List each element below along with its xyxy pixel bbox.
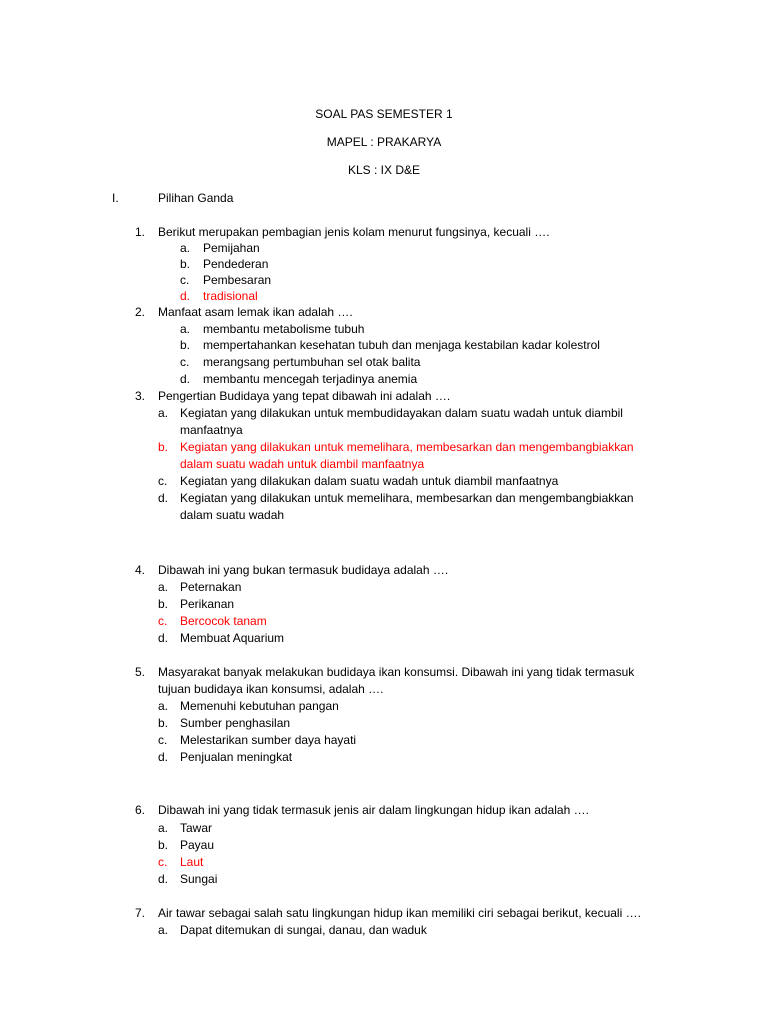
answer-option-text: Bercocok tanam	[180, 614, 267, 628]
option-letter: d.	[158, 491, 169, 505]
option-text: Memenuhi kebutuhan pangan	[180, 699, 339, 713]
option-letter: a.	[158, 699, 169, 713]
question-number: 4.	[135, 563, 146, 577]
option-letter: b.	[158, 838, 169, 852]
option-text: mempertahankan kesehatan tubuh dan menjaga kestabilan kadar kolestrol	[203, 338, 600, 352]
question-number: 6.	[135, 803, 146, 817]
option-letter: d.	[158, 631, 169, 645]
question-number: 2.	[135, 305, 146, 319]
answer-option-letter: c.	[158, 855, 168, 869]
option-text-line-1: Kegiatan yang dilakukan untuk memelihara, membesarkan dan mengembangbiakkan	[180, 491, 634, 505]
option-letter: d.	[180, 372, 191, 386]
document-title: SOAL PAS SEMESTER 1	[315, 107, 453, 121]
option-text: Pendederan	[203, 257, 269, 271]
option-letter: a.	[158, 406, 169, 420]
option-letter: a.	[158, 580, 169, 594]
question-text: Berikut merupakan pembagian jenis kolam menurut fungsinya, kecuali ….	[158, 225, 550, 239]
option-text: Payau	[180, 838, 215, 852]
option-text: Pembesaran	[203, 273, 272, 287]
option-text: membantu metabolisme tubuh	[203, 322, 365, 336]
question-text: Manfaat asam lemak ikan adalah ….	[158, 305, 353, 319]
option-letter: a.	[158, 923, 169, 937]
option-letter: c.	[180, 273, 190, 287]
option-letter: c.	[158, 474, 168, 488]
option-letter: d.	[158, 750, 169, 764]
answer-option-letter: d.	[180, 289, 191, 303]
option-letter: b.	[158, 597, 169, 611]
option-letter: a.	[180, 241, 191, 255]
answer-option-text-line-1: Kegiatan yang dilakukan untuk memelihara, membesarkan dan mengembangbiakkan	[180, 440, 634, 454]
question-number: 3.	[135, 389, 146, 403]
section-number: I.	[112, 191, 119, 205]
option-text: Perikanan	[180, 597, 235, 611]
option-text: Tawar	[180, 821, 213, 835]
option-letter: a.	[158, 821, 169, 835]
option-text: Dapat ditemukan di sungai, danau, dan waduk	[180, 923, 427, 937]
option-text: Pemijahan	[203, 241, 260, 255]
option-text-line-2: manfaatnya	[180, 423, 243, 437]
answer-option-letter: c.	[158, 614, 168, 628]
option-text: Melestarikan sumber daya hayati	[180, 733, 357, 747]
option-letter: c.	[158, 733, 168, 747]
answer-option-text-line-2: dalam suatu wadah untuk diambil manfaatnya	[180, 457, 425, 471]
question-text-line-2: tujuan budidaya ikan konsumsi, adalah ….	[158, 682, 384, 696]
option-letter: d.	[158, 872, 169, 886]
answer-option-text: Laut	[180, 855, 204, 869]
question-text: Dibawah ini yang tidak termasuk jenis air dalam lingkungan hidup ikan adalah ….	[158, 803, 589, 817]
section-title: Pilihan Ganda	[158, 191, 234, 205]
answer-option-letter: b.	[158, 440, 169, 454]
option-text-line-2: dalam suatu wadah	[180, 508, 285, 522]
option-text: Penjualan meningkat	[180, 750, 293, 764]
option-letter: a.	[180, 322, 191, 336]
question-text-line-1: Masyarakat banyak melakukan budidaya ikan konsumsi. Dibawah ini yang tidak termasuk	[158, 665, 635, 679]
option-text: Sungai	[180, 872, 218, 886]
option-text: Sumber penghasilan	[180, 716, 291, 730]
option-letter: b.	[158, 716, 169, 730]
option-text: merangsang pertumbuhan sel otak balita	[203, 355, 421, 369]
option-text-line-1: Kegiatan yang dilakukan untuk membudidayakan dalam suatu wadah untuk diambil	[180, 406, 623, 420]
question-number: 1.	[135, 225, 146, 239]
option-text: membantu mencegah terjadinya anemia	[203, 372, 418, 386]
option-letter: c.	[180, 355, 190, 369]
option-text: Kegiatan yang dilakukan dalam suatu wadah untuk diambil manfaatnya	[180, 474, 559, 488]
answer-option-text: tradisional	[203, 289, 258, 303]
question-text: Dibawah ini yang bukan termasuk budidaya adalah ….	[158, 563, 449, 577]
option-letter: b.	[180, 338, 191, 352]
option-letter: b.	[180, 257, 191, 271]
subject-line: MAPEL : PRAKARYA	[326, 135, 442, 149]
question-number: 7.	[135, 906, 146, 920]
class-line: KLS : IX D&E	[347, 163, 421, 177]
question-text: Pengertian Budidaya yang tepat dibawah ini adalah ….	[158, 389, 451, 403]
option-text: Membuat Aquarium	[180, 631, 285, 645]
question-number: 5.	[135, 665, 146, 679]
option-text: Peternakan	[180, 580, 242, 594]
question-text: Air tawar sebagai salah satu lingkungan hidup ikan memiliki ciri sebagai berikut, kecuali ….	[158, 906, 641, 920]
